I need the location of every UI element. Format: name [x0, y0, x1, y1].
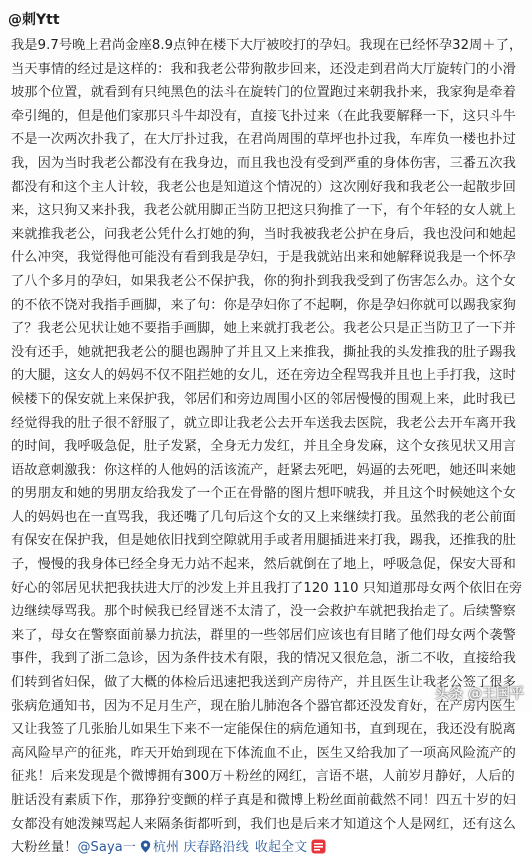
- mention-link[interactable]: @Saya一: [77, 840, 136, 856]
- location-pin-icon: [140, 840, 151, 853]
- post-header: [8, 8, 60, 30]
- location-link[interactable]: 杭州 庆春路沿线: [152, 840, 249, 856]
- post-body-text: 我是9.7号晚上君尚金座8.9点钟在楼下大厅被咬打的孕妇。我现在已经怀孕32周＋了，当天事情的经过是这样的：我和我老公带狗散步回来，还没走到君尚大厅旋转门的小滑坡那个位置，就看到有只纯黑色的法斗在旋转门的位置跑过来朝我扑来，我家狗是牵着牵引绳的，但是他们家那只斗牛却没有，直接飞扑过来（在此我要解释一下，这只斗牛不是一次两次扑我了，在大厅扑过我，在君尚周围的草坪也扑过我，车库负一楼也扑过我，因为当时我老公都没有在我身边，而且我也没有受到严重的身体伤害，三番五次我都没有和这个主人计较，我老公也是知道这个情况的）这次刚好我和我老公一起散步回来，这只狗又来扑我，我老公就用脚正当防卫把这只狗推了一下，有个年轻的女人就上来就推我老公，问我老公凭什么打她的狗，当时我被我老公护在身后，我也没问和她起什么冲突，我觉得他可能没有看到我是孕妇，于是我就站出来和她解释说我是一个怀孕了八个多月的孕妇，如果我老公不保护我，你的狗扑到我我受到了伤害怎么办。这个女的不依不饶对我指手画脚，来了句：你是孕妇你了不起啊，你是孕妇你就可以踢我家狗了？我老公见状让她不要指手画脚，她上来就打我老公。我老公只是正当防卫了一下并没有还手，她就把我老公的腿也踢肿了并且又上来推我，撕扯我的头发推我的肚子踢我的大腿，这女人的妈妈不仅不阻拦她的女儿，还在旁边全程骂我并且也上手打我，这时候楼下的保安就上来保护我，邻居们和旁边周围小区的邻居慢慢的围观上来，此时我已经觉得我的肚子很不舒服了，就立即让我老公去开车送我去医院，我老公去开车离开我的时间，我呼吸急促，肚子发紧，全身无力发红，并且全身发麻，这个女孩见状又用言语故意刺激我：你这样的人他妈的活该流产，赶紧去死吧，妈逼的去死吧，她还叫来她的男朋友和她的男朋友给我发了一个正在骨骼的图片想吓唬我，并且这个时候她这个女人的妈妈也在一直骂我，我还嘴了几句后这个女的又上来继续打我。虽然我的老公前面有保安在保护我，但是她依旧找到空隙就用手或者用腿插进来打我，踢我，还推我的肚子，慢慢的我身体已经全身无力站不起来，然后就倒在了地上，呼吸急促，保安大哥和好心的邻居见状把我扶进大厅的沙发上并且我打了120 110 只知道那母女两个依旧在旁边继续辱骂我。那个时候我已经冒迷不太清了，没一会救护车就把我抬走了。后续警察来了，母女在警察面前暴力抗法，群里的一些邻居们应该也有目睹了他们母女两个袭警事件，我到了浙二急诊，因为条件技术有限，我的情况又很危急，浙二不收，直接给我们转到省妇保，做了大概的体检后迅速把我送到产房待产，并且医生让我老公签了很多张病危通知书，因为不足月生产，现在胎儿肺泡各个器官都还没发育好，在产房内医生又让我签了几张胎儿如果生下来不一定能保住的病危通知书，直到现在，我还没有脱离高风险早产的征兆，昨天开始到现在下体流血不止，医生又给我加了一项高风险流产的征兆！后来发现是个微博拥有300万＋粉丝的网红，言语不堪，人前岁月静好，人后的脏话没有素质下作，那狰狞变颤的样子真是和微博上粉丝面前截然不同！四五十岁的妇女都没有她泼辣骂起人来隔条街都听到，我们也是后来才知道这个人是网红，还有这么大粉丝量！: [11, 38, 523, 856]
- toutiao-logo-icon: [311, 839, 326, 854]
- username-link[interactable]: @刺Ytt: [8, 12, 60, 28]
- post-footer: [77, 840, 326, 855]
- collapse-full-text-link[interactable]: 收起全文: [254, 840, 308, 856]
- watermark-label: 头条 @王国平: [435, 686, 524, 702]
- post-body: [11, 34, 523, 860]
